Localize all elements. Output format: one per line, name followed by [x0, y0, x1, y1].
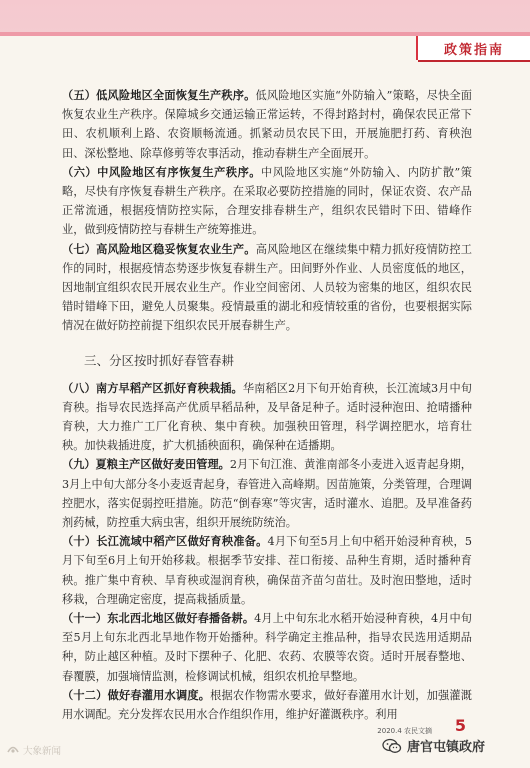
paragraph-8: （八）南方早稻产区抓好育秧栽插。华南稻区2月下旬开始育秧，长江流域3月中旬育秧。指导农民选择高产优质早稻品种，及早备足种子。适时浸种泡田、抢晴播种育秧，大力推广工厂化育秧、集中育秧。加强秧田管理，科学调控肥水，培育壮秧。加快栽插进度，扩大机插秧面积，确保种在适播期。	[62, 381, 472, 453]
issue-info: 2020.4 农民文摘	[377, 727, 432, 735]
paragraph-11: （十一）东北西北地区做好春播备耕。4月上中旬东北水稻开始浸种育秧，4月中旬至5月上旬东北西北旱地作物开始播种。科学确定主推品种，指导农民选用适期品种，防止越区种植。及时下摆种子、化肥、农药、农膜等农资。适时开展春整地、春覆膜，加强墒情监测，检修调试机械，组织农机抢早整地。	[62, 612, 472, 683]
section-tab	[416, 36, 530, 60]
paragraph-5: （五）低风险地区全面恢复生产秩序。低风险地区实施“外防输入”策略，尽快全面恢复农业生产秩序。保障城乡交通运输正常运转，不得封路封村，确保农民正常下田、农机顺利上路、农资顺畅流通。抓紧动员农民下田，开展施肥打药、育秧泡田、深松整地、除草修剪等农事活动，推动春耕生产全面展开。	[62, 89, 472, 160]
wechat-icon	[382, 738, 402, 754]
paragraph-6: （六）中风险地区有序恢复生产秩序。中风险地区实施“外防输入、内防扩散”策略，尽快有序恢复春耕生产秩序。在采取必要防控措施的同时，保证农资、农产品正常流通，根据疫情防控实际，合理安排春耕生产，组织农民错时下田、错峰作业，做到疫情防控与春耕生产统筹推进。	[62, 165, 472, 237]
paragraph-12: （十二）做好春灌用水调度。根据农作物需水要求，做好春灌用水计划，加强灌溉用水调配。充分发挥农民用水合作组织作用，维护好灌溉秩序。利用	[62, 688, 472, 722]
watermark-right: 唐官屯镇政府	[382, 736, 485, 755]
section-heading: 三、分区按时抓好春管春耕	[84, 352, 235, 368]
paragraph-9: （九）夏粮主产区做好麦田管理。2月下旬江淮、黄淮南部冬小麦进入返青起身期，3月上中旬大部分冬小麦返青起身，春管进入高峰期。因苗施策，分类管理，合理调控肥水，落实促弱控旺措施。防范“倒春寒”等灾害，适时灌水、追肥。及早准备药剂药械，防控重大病虫害，组织开展统防统治。	[62, 458, 472, 530]
article-body	[62, 86, 472, 724]
tab-underline	[418, 60, 530, 62]
paragraph-10: （十）长江流域中稻产区做好育秧准备。4月下旬至5月上旬中稻开始浸种育秧，5月下旬至6月上旬开始移栽。根据季节安排、茬口衔接、品种生育期，适时播种育秧。推广集中育秧、旱育秧或湿润育秧，确保苗齐苗匀苗壮。及时泡田整地，适时移栽，合理确定密度，提高栽插质量。	[62, 535, 472, 606]
paragraph-7: （七）高风险地区稳妥恢复农业生产。高风险地区在继续集中精力抓好疫情防控工作的同时，根据疫情态势逐步恢复春耕生产。田间野外作业、人员密度低的地区，因地制宜组织农民开展农业生产。作业空间密闭、人员较为密集的地区，组织农民错时错峰下田，避免人员聚集。疫情最重的湖北和疫情较重的省份，也要根据实际情况在做好防控前提下组织农民开展春耕生产。	[62, 242, 472, 333]
broadcast-logo-icon	[6, 742, 20, 757]
watermark-left: 大象新闻	[6, 742, 61, 757]
section-title: 政策指南	[443, 42, 504, 58]
header-band	[0, 0, 530, 36]
page-number: 5	[454, 716, 466, 735]
